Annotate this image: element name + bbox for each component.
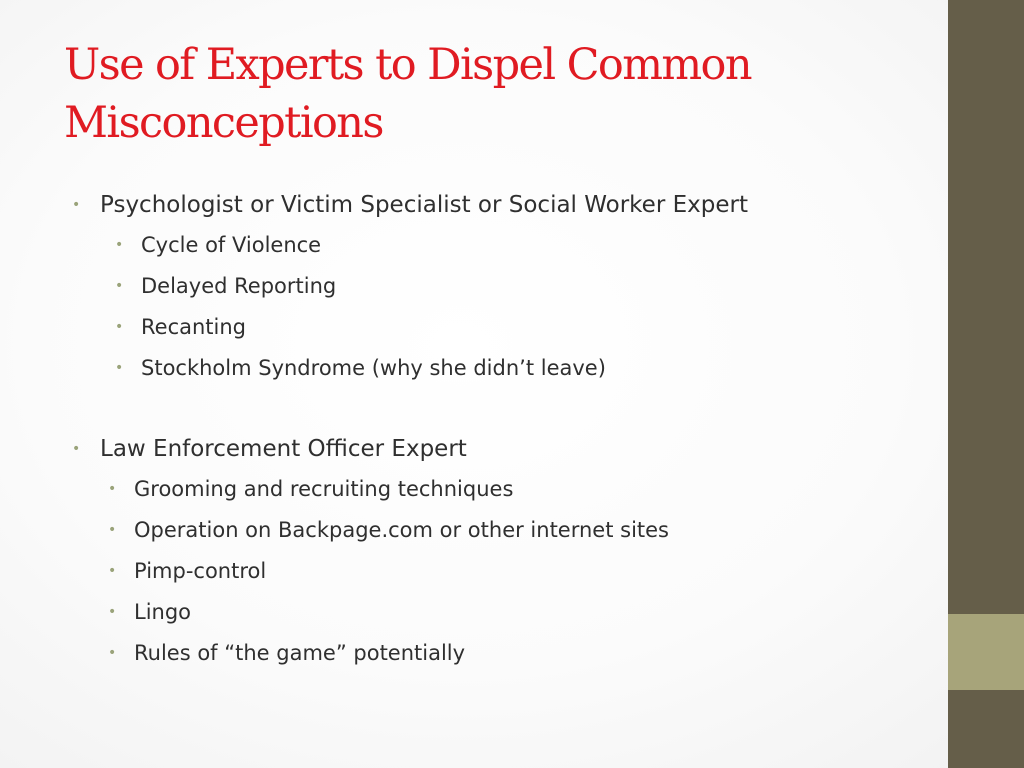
list-item: [72, 307, 932, 348]
section-heading: Law Enforcement Officer Expert: [100, 436, 467, 462]
list-item-text: Recanting: [141, 315, 246, 339]
list-item: [72, 510, 932, 551]
bullet-icon: •: [108, 522, 117, 538]
bullet-icon: •: [115, 237, 124, 253]
bullet-icon: •: [108, 563, 117, 579]
list-item-text: Pimp-control: [134, 559, 267, 583]
list-item: [72, 469, 932, 510]
bullet-icon: •: [115, 278, 124, 294]
list-item-text: Operation on Backpage.com or other internet sites: [134, 518, 669, 542]
bullet-icon: •: [108, 604, 117, 620]
section-heading: Psychologist or Victim Specialist or Social Worker Expert: [100, 192, 748, 218]
list-item-text: Rules of “the game” potentially: [134, 641, 466, 665]
list-item-text: Grooming and recruiting techniques: [134, 477, 514, 501]
list-item-text: Delayed Reporting: [141, 274, 337, 298]
list-item: [72, 348, 932, 389]
bullet-icon: •: [108, 645, 117, 661]
list-item: [72, 551, 932, 592]
bullet-icon: •: [108, 481, 117, 497]
list-item: [72, 592, 932, 633]
sublist-psychologist: [72, 225, 932, 389]
bullet-icon: •: [115, 319, 124, 335]
bullet-icon: •: [115, 360, 124, 376]
list-item-text: Stockholm Syndrome (why she didn’t leave): [141, 356, 606, 380]
list-item: [72, 266, 932, 307]
list-item-text: Cycle of Violence: [141, 233, 322, 257]
bullet-list: [72, 185, 932, 674]
list-item: [72, 225, 932, 266]
section-spacer: [72, 389, 932, 429]
bullet-section-psychologist: [72, 185, 932, 225]
side-accent-block: [948, 614, 1024, 690]
slide-title: Use of Experts to Dispel Common Misconceptions: [64, 40, 751, 148]
list-item-text: Lingo: [134, 600, 192, 624]
bullet-icon: •: [72, 441, 81, 457]
bullet-icon: •: [72, 197, 81, 213]
list-item: [72, 633, 932, 674]
bullet-section-law-enforcement: [72, 429, 932, 469]
sublist-law-enforcement: [72, 469, 932, 674]
